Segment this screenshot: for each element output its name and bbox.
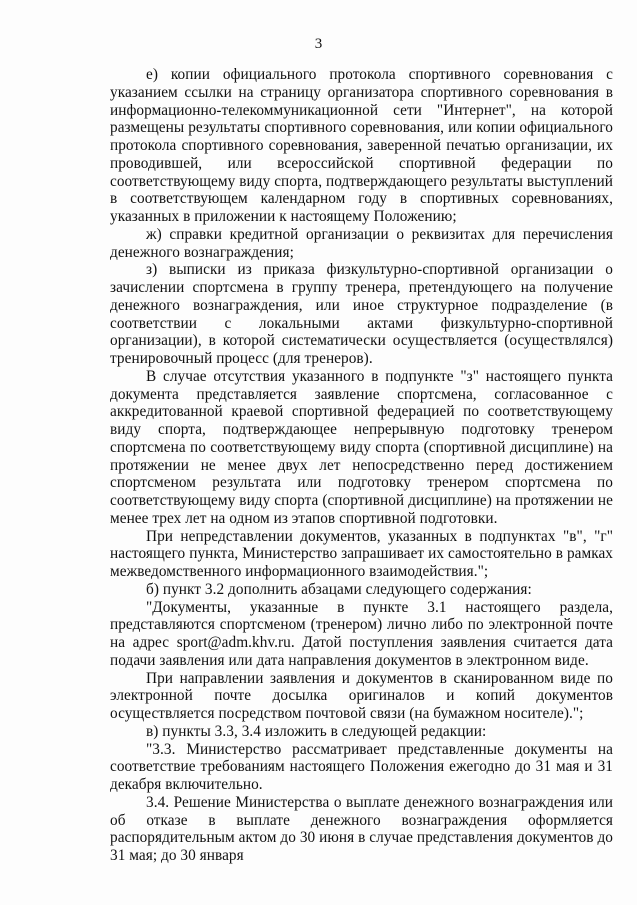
paragraph-absence-case: В случае отсутствия указанного в подпункте "з" настоящего пункта документа представляется заявление спортсмена, согласованное с аккредитованной краевой спортивной федерацией по соответствующему виду спорта, подтверждающее непрерывную подготовку тренером спортсмена по соответствующему виду спорта (спортивной дисциплине) на протяжении не менее двух лет непосредственно перед достижением спортсменом результата или подготовку тренером спортсмена по соответствующему виду спорта (спортивной дисциплине) на протяжении не менее трех лет на одном из этапов спортивной подготовки. [110, 367, 613, 527]
document-body [110, 66, 613, 865]
paragraph-documents-submission: "Документы, указанные в пункте 3.1 настоящего раздела, представляются спортсменом (тренером) лично либо по электронной почте на адрес sport@adm.khv.ru. Датой поступления заявления считается дата подачи заявления или дата направления документов в электронном виде. [110, 598, 613, 669]
paragraph-v-item: в) пункты 3.3, 3.4 изложить в следующей редакции: [146, 722, 487, 740]
paragraph-3-4: 3.4. Решение Министерства о выплате денежного вознаграждения или об отказе в выплате денежного вознаграждения оформляется распорядительным актом до 30 июня в случае представления документов до 31 мая; до 30 января [110, 793, 613, 864]
paragraph-3-3: "3.3. Министерство рассматривает представленные документы на соответствие требованиям настоящего Положения ежегодно до 31 мая и 31 декабря включительно. [110, 740, 613, 793]
paragraph-scanned-documents: При направлении заявления и документов в сканированном виде по электронной почте досылка оригиналов и копий документов осуществляется посредством почтовой связи (на бумажном носителе)."; [110, 669, 613, 722]
paragraph-non-submission: При непредставлении документов, указанных в подпунктах "в", "г" настоящего пункта, Министерство запрашивает их самостоятельно в рамках межведомственного информационного взаимодействия."; [110, 527, 613, 580]
paragraph-b-item: б) пункт 3.2 дополнить абзацами следующего содержания: [146, 580, 532, 598]
paragraph-z: з) выписки из приказа физкультурно-спортивной организации о зачислении спортсмена в группу тренера, претендующего на получение денежного вознаграждения, или иное структурное подразделение (в соответствии с локальными актами физкультурно-спортивной организации), в которой систематически осуществляется (осуществлялся) тренировочный процесс (для тренеров). [110, 261, 613, 367]
paragraph-zh: ж) справки кредитной организации о реквизитах для перечисления денежного вознаграждения; [110, 225, 613, 261]
page-number: 3 [314, 36, 323, 52]
paragraph-e: е) копии официального протокола спортивного соревнования с указанием ссылки на страницу организатора спортивного соревнования в информационно-телекоммуникационной сети "Интернет", на которой размещены результаты спортивного соревнования, или копии официального протокола спортивного соревнования, заверенной печатью организации, их проводившей, или всероссийской спортивной федерации по соответствующему виду спорта, подтверждающего результаты выступлений в соответствующем календарном году в спортивных соревнованиях, указанных в приложении к настоящему Положению; [110, 66, 613, 225]
